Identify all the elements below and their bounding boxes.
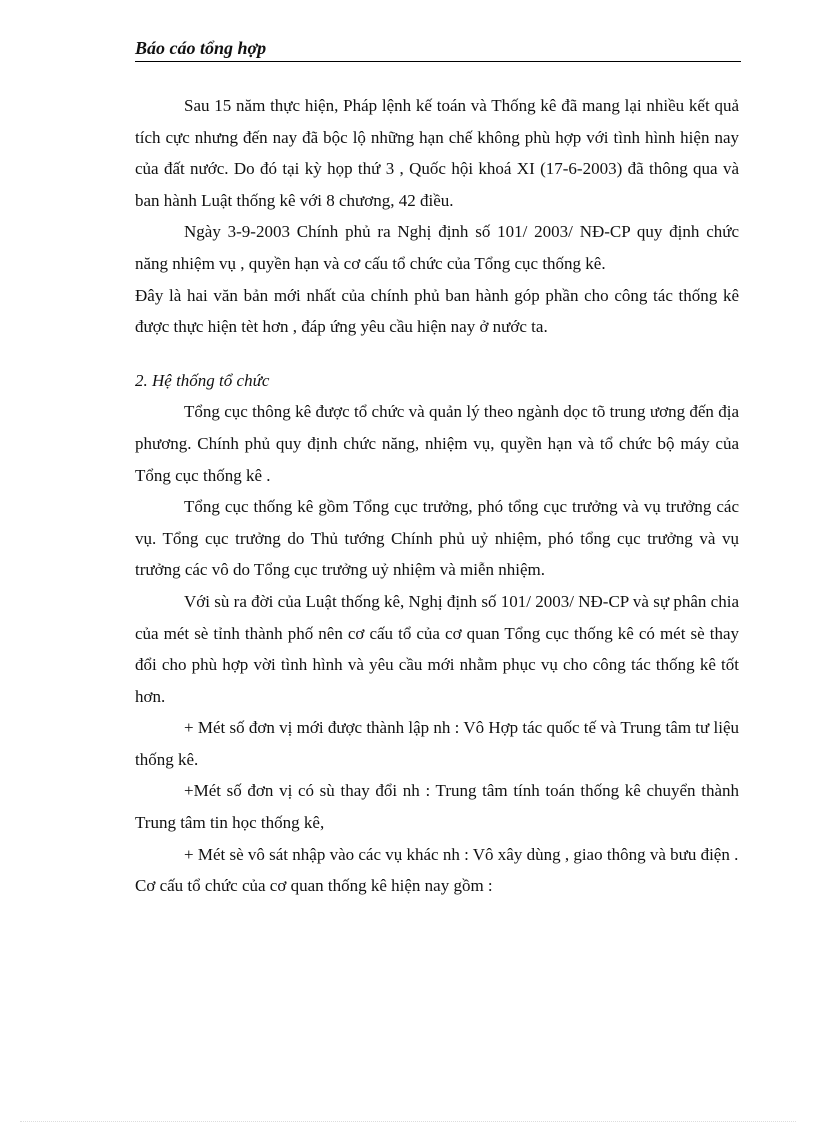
document-body — [135, 90, 739, 902]
paragraph-6: Với sù ra đời của Luật thống kê, Nghị định số 101/ 2003/ NĐ-CP và sự phân chia của mét sè tỉnh thành phố nên cơ cấu tổ của cơ quan Tổng cục thống kê có mét sè thay đổi cho phù hợp vời tình hình và yêu cầu mới nhằm phục vụ cho công tác thống kê tốt hơn. — [135, 591, 739, 706]
bullet-merged-units: + Mét sè vô sát nhập vào các vụ khác nh : Vô xây dùng , giao thông và bưu điện . — [184, 844, 739, 864]
bullet-new-units: + Mét số đơn vị mới được thành lập nh : Vô Hợp tác quốc tế và Trung tâm tư liệu thống kê. — [135, 718, 739, 769]
paragraph-4: Tổng cục thông kê được tổ chức và quản lý theo ngành dọc tõ trung ương đến địa phương. Chính phủ quy định chức năng, nhiệm vụ, quyền hạn và tổ chức bộ máy của Tổng cục thống kê . — [135, 402, 739, 485]
page-bottom-rule — [20, 1121, 796, 1122]
paragraph-2: Ngày 3-9-2003 Chính phủ ra Nghị định số 101/ 2003/ NĐ-CP quy định chức năng nhiệm vụ , quyền hạn và cơ cấu tổ chức của Tổng cục thống kê. — [135, 222, 739, 273]
paragraph-5: Tổng cục thống kê gồm Tổng cục trưởng, phó tổng cục trưởng và vụ trưởng các vụ. Tổng cục trưởng do Thủ tướng Chính phủ uỷ nhiệm, phó tổng cục trưởng và vụ trưởng các vô do Tổng cục trưởng uỷ nhiệm và miễn nhiệm. — [135, 497, 739, 580]
paragraph-structure-intro: Cơ cấu tổ chức của cơ quan thống kê hiện nay gồm : — [135, 876, 493, 896]
section-heading: 2. Hệ thống tổ chức — [135, 370, 270, 390]
bullet-changed-units: +Mét số đơn vị có sù thay đổi nh : Trung tâm tính toán thống kê chuyển thành Trung tâm tin học thống kê, — [135, 781, 739, 833]
paragraph-3: Đây là hai văn bản mới nhất của chính phủ ban hành góp phần cho công tác thống kê được thực hiện tèt hơn , đáp ứng yêu cầu hiện nay ở nước ta. — [135, 285, 739, 337]
paragraph-1: Sau 15 năm thực hiện, Pháp lệnh kế toán và Thống kê đã mang lại nhiều kết quả tích cực nhưng đến nay đã bộc lộ những hạn chế không phù hợp với tình hình hiện nay của đất nước. Do đó tại kỳ họp thứ 3 , Quốc hội khoá XI (17-6-2003) đã thông qua và ban hành Luật thống kê với 8 chương, 42 điều. — [135, 96, 739, 210]
header-title: Báo cáo tổng hợp — [135, 38, 267, 58]
page-header — [135, 38, 741, 62]
